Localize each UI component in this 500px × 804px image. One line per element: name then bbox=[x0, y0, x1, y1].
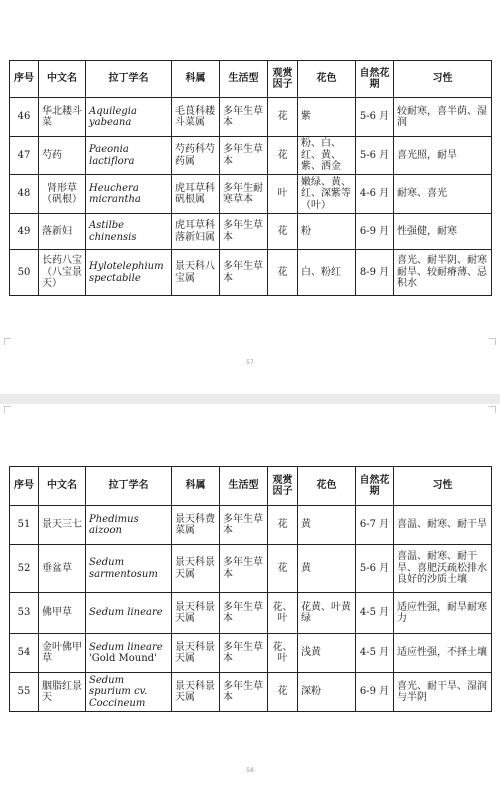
flower-color: 白、粉红 bbox=[298, 250, 356, 296]
header-life-form: 生活型 bbox=[220, 467, 268, 506]
row-index: 51 bbox=[10, 506, 39, 545]
latin-binomial: Sedum lineare bbox=[89, 641, 163, 653]
habit: 较耐寒，喜半荫、湿润 bbox=[394, 98, 492, 137]
table-row bbox=[10, 175, 492, 214]
table-row bbox=[10, 214, 492, 250]
header-flower-color: 花色 bbox=[298, 467, 356, 506]
header-flowering-period: 自然花期 bbox=[356, 467, 394, 506]
flower-color: 嫩绿、黄、红、深紫等（叶） bbox=[298, 175, 356, 214]
latin-binomial: Sedum spurium bbox=[89, 674, 131, 698]
life-form: 多年生草本 bbox=[220, 545, 268, 593]
flower-color: 花黄、叶黄绿 bbox=[298, 593, 356, 634]
ornamental-factor: 花 bbox=[268, 98, 298, 137]
header-life-form: 生活型 bbox=[220, 61, 268, 98]
ornamental-factor: 花、叶 bbox=[268, 634, 298, 673]
life-form: 多年生草本 bbox=[220, 506, 268, 545]
header-latin-name: 拉丁学名 bbox=[86, 61, 172, 98]
header-flower-color: 花色 bbox=[298, 61, 356, 98]
habit: 适应性强，耐旱耐寒力 bbox=[394, 593, 492, 634]
habit: 性强健，耐寒 bbox=[394, 214, 492, 250]
header-latin-name: 拉丁学名 bbox=[86, 467, 172, 506]
latin-binomial: Sedum sarmentosum bbox=[89, 557, 158, 580]
latin-name bbox=[86, 506, 172, 545]
document-page-57 bbox=[0, 0, 500, 394]
table-row bbox=[10, 634, 492, 673]
life-form: 多年生草本 bbox=[220, 98, 268, 137]
table-row bbox=[10, 506, 492, 545]
ornamental-factor: 花 bbox=[268, 250, 298, 296]
family-genus: 景天科景天属 bbox=[172, 545, 220, 593]
chinese-name: 佛甲草 bbox=[39, 593, 86, 634]
crop-mark bbox=[4, 406, 11, 413]
habit: 喜温、耐寒、耐干旱 bbox=[394, 506, 492, 545]
flowering-period: 5-6 月 bbox=[356, 137, 394, 175]
life-form: 多年生草本 bbox=[220, 137, 268, 175]
table-row bbox=[10, 250, 492, 296]
row-index: 53 bbox=[10, 593, 39, 634]
flowering-period: 4-5 月 bbox=[356, 634, 394, 673]
flowering-period: 6-9 月 bbox=[356, 673, 394, 712]
header-chinese-name: 中文名 bbox=[39, 467, 86, 506]
header-index: 序号 bbox=[10, 467, 39, 506]
latin-name: Aquilegia yabeana bbox=[86, 98, 172, 137]
page-number: 58 bbox=[246, 767, 254, 774]
ornamental-factor: 花 bbox=[268, 545, 298, 593]
flowering-period: 5-6 月 bbox=[356, 98, 394, 137]
life-form: 多年生草本 bbox=[220, 673, 268, 712]
table-header-row bbox=[10, 61, 492, 98]
latin-name: Paeonia lactiflora bbox=[86, 137, 172, 175]
life-form: 多年生草本 bbox=[220, 634, 268, 673]
row-index: 55 bbox=[10, 673, 39, 712]
row-index: 50 bbox=[10, 250, 39, 296]
life-form: 多年生草本 bbox=[220, 250, 268, 296]
family-genus: 芍药科芍药属 bbox=[172, 137, 220, 175]
chinese-name: 华北耧斗菜 bbox=[39, 98, 86, 137]
habit: 喜光、耐干旱、湿润与半阴 bbox=[394, 673, 492, 712]
table-row bbox=[10, 98, 492, 137]
ornamental-factor: 花 bbox=[268, 137, 298, 175]
habit: 耐寒、喜光 bbox=[394, 175, 492, 214]
family-genus: 景天科景天属 bbox=[172, 673, 220, 712]
chinese-name: 金叶佛甲草 bbox=[39, 634, 86, 673]
life-form: 多年生耐寒草本 bbox=[220, 175, 268, 214]
header-chinese-name: 中文名 bbox=[39, 61, 86, 98]
chinese-name: 胭脂红景天 bbox=[39, 673, 86, 712]
header-ornamental-factor: 观赏因子 bbox=[268, 61, 298, 98]
chinese-name: 芍药 bbox=[39, 137, 86, 175]
flower-color: 紫 bbox=[298, 98, 356, 137]
header-family: 科属 bbox=[172, 61, 220, 98]
habit: 喜光照，耐旱 bbox=[394, 137, 492, 175]
header-ornamental-factor: 观赏因子 bbox=[268, 467, 298, 506]
chinese-name: 长药八宝（八宝景天） bbox=[39, 250, 86, 296]
header-habit: 习性 bbox=[394, 61, 492, 98]
header-family: 科属 bbox=[172, 467, 220, 506]
life-form: 多年生草本 bbox=[220, 214, 268, 250]
plant-table bbox=[9, 60, 492, 296]
latin-name: Astilbe chinensis bbox=[86, 214, 172, 250]
table-row bbox=[10, 673, 492, 712]
flowering-period: 8-9 月 bbox=[356, 250, 394, 296]
latin-name: Heuchera micrantha bbox=[86, 175, 172, 214]
chinese-name: 垂盆草 bbox=[39, 545, 86, 593]
latin-name: Hylotelephium spectabile bbox=[86, 250, 172, 296]
flowering-period: 6-9 月 bbox=[356, 214, 394, 250]
header-habit: 习性 bbox=[394, 467, 492, 506]
row-index: 52 bbox=[10, 545, 39, 593]
row-index: 47 bbox=[10, 137, 39, 175]
habit: 适应性强，不择土壤 bbox=[394, 634, 492, 673]
row-index: 46 bbox=[10, 98, 39, 137]
latin-name bbox=[86, 593, 172, 634]
flower-color: 黄 bbox=[298, 545, 356, 593]
flower-color: 黄 bbox=[298, 506, 356, 545]
row-index: 49 bbox=[10, 214, 39, 250]
latin-name bbox=[86, 634, 172, 673]
flower-color: 粉 bbox=[298, 214, 356, 250]
flowering-period: 4-5 月 bbox=[356, 593, 394, 634]
flowering-period: 5-6 月 bbox=[356, 545, 394, 593]
ornamental-factor: 叶 bbox=[268, 175, 298, 214]
ornamental-factor: 花 bbox=[268, 673, 298, 712]
family-genus: 虎耳草科落新妇属 bbox=[172, 214, 220, 250]
header-index: 序号 bbox=[10, 61, 39, 98]
header-flowering-period: 自然花期 bbox=[356, 61, 394, 98]
flower-color: 浅黄 bbox=[298, 634, 356, 673]
plant-table bbox=[9, 466, 492, 712]
family-genus: 景天科费菜属 bbox=[172, 506, 220, 545]
table-row bbox=[10, 137, 492, 175]
flower-color: 深粉 bbox=[298, 673, 356, 712]
ornamental-factor: 花 bbox=[268, 506, 298, 545]
cultivar-name: cv. Coccineum bbox=[89, 686, 148, 709]
latin-name bbox=[86, 545, 172, 593]
page-number: 57 bbox=[246, 359, 254, 366]
habit: 喜光、耐半阴、耐寒耐旱、较耐瘠薄、忌积水 bbox=[394, 250, 492, 296]
latin-name bbox=[86, 673, 172, 712]
chinese-name: 落新妇 bbox=[39, 214, 86, 250]
table-row bbox=[10, 593, 492, 634]
habit: 喜温、耐寒、耐干旱、喜肥沃疏松排水良好的沙质土壤 bbox=[394, 545, 492, 593]
chinese-name: 景天三七 bbox=[39, 506, 86, 545]
crop-mark bbox=[4, 338, 11, 345]
crop-mark bbox=[489, 338, 496, 345]
latin-binomial: Sedum lineare bbox=[89, 607, 163, 619]
ornamental-factor: 花、叶 bbox=[268, 593, 298, 634]
document-page-58 bbox=[0, 404, 500, 804]
family-genus: 景天科景天属 bbox=[172, 593, 220, 634]
family-genus: 毛茛科耧斗菜属 bbox=[172, 98, 220, 137]
flowering-period: 4-6 月 bbox=[356, 175, 394, 214]
chinese-name: 肾形草（矾根） bbox=[39, 175, 86, 214]
cultivar-name: 'Gold Mound' bbox=[89, 653, 157, 664]
crop-mark bbox=[489, 406, 496, 413]
table-header-row bbox=[10, 467, 492, 506]
row-index: 48 bbox=[10, 175, 39, 214]
latin-binomial: Phedimus aizoon bbox=[89, 513, 139, 536]
ornamental-factor: 花 bbox=[268, 214, 298, 250]
family-genus: 虎耳草科矾根属 bbox=[172, 175, 220, 214]
flowering-period: 6-7 月 bbox=[356, 506, 394, 545]
family-genus: 景天科景天属 bbox=[172, 634, 220, 673]
flower-color: 粉、白、红、黄、紫、洒金 bbox=[298, 137, 356, 175]
family-genus: 景天科八宝属 bbox=[172, 250, 220, 296]
life-form: 多年生草本 bbox=[220, 593, 268, 634]
row-index: 54 bbox=[10, 634, 39, 673]
table-row bbox=[10, 545, 492, 593]
